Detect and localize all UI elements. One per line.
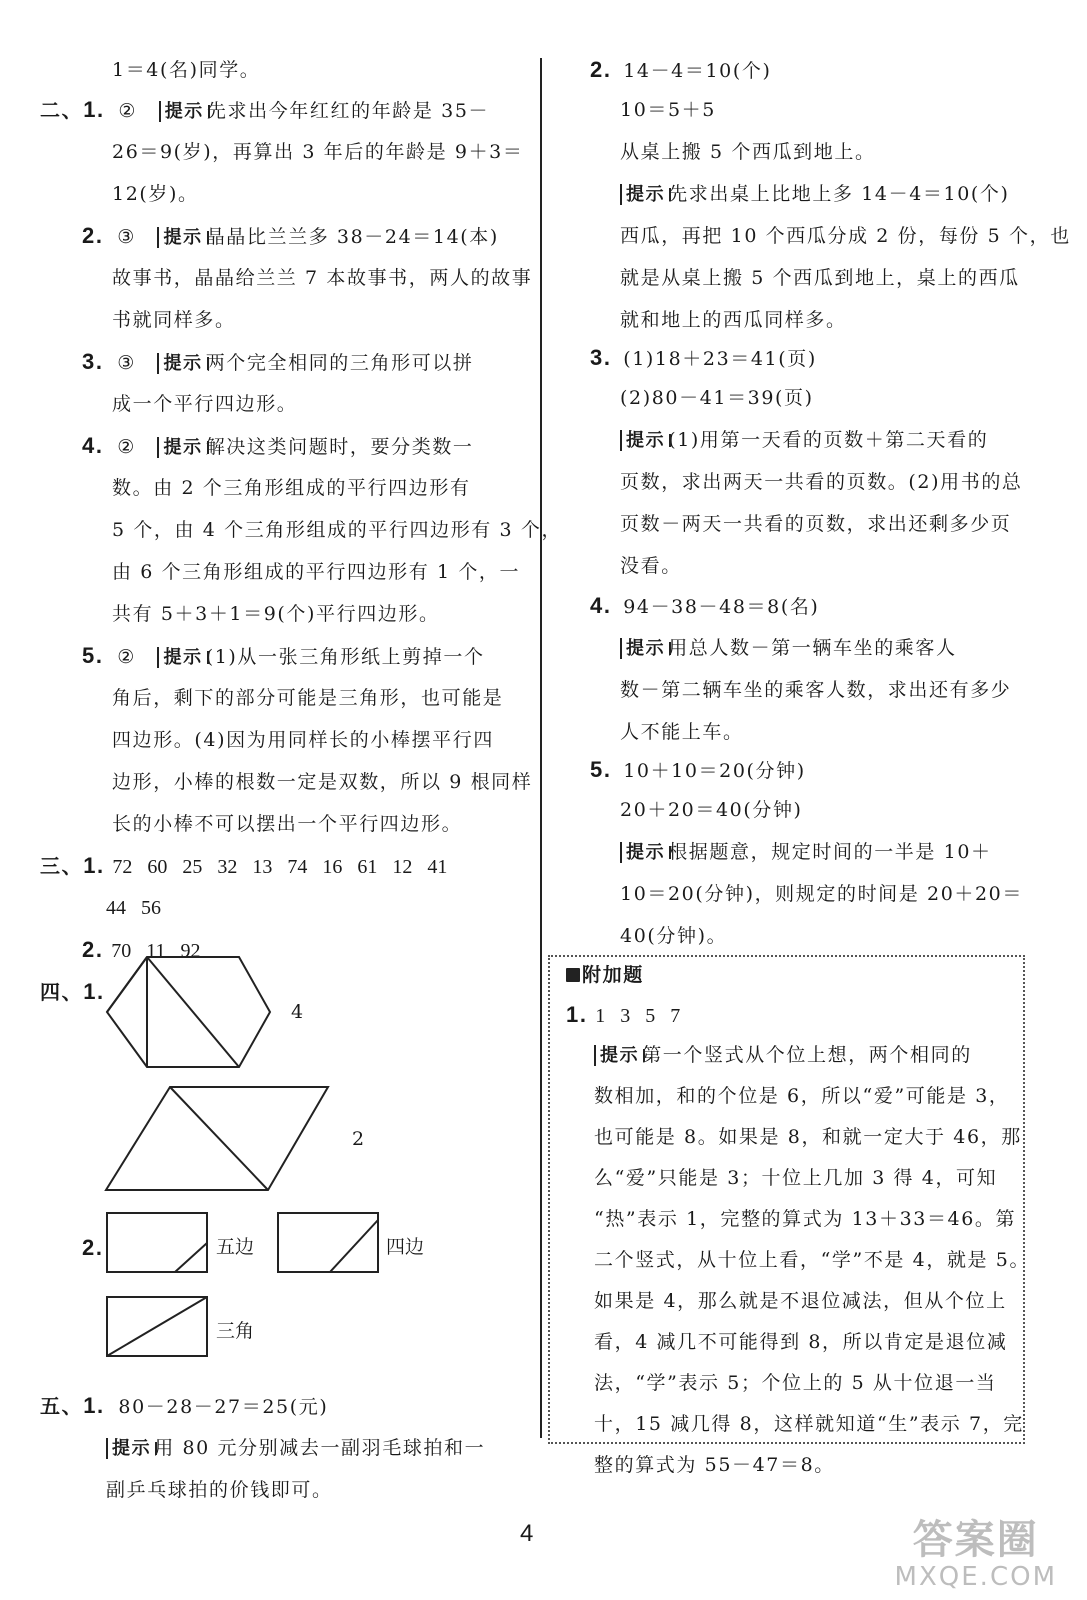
text-line: 用 80 元分别减去一副羽毛球拍和一 bbox=[154, 1437, 486, 1459]
text-line: 先求出今年红红的年龄是 35－ bbox=[206, 100, 490, 122]
section-marker: 三、 bbox=[40, 854, 84, 878]
text-line: 没看。 bbox=[620, 555, 682, 577]
text-line: 也可能是 8。如果是 8，和就一定大于 46，那 bbox=[594, 1126, 1022, 1148]
answer-values: 72 60 25 32 13 74 16 61 12 41 bbox=[112, 856, 448, 878]
text-line: 四边形。(4)因为用同样长的小棒摆平行四 bbox=[112, 729, 494, 751]
question-number: 2. bbox=[82, 937, 104, 962]
diagonal-line bbox=[107, 957, 147, 1012]
watermark-url: MXQE.COM bbox=[894, 1562, 1057, 1592]
answer-choice: ③ bbox=[117, 352, 136, 374]
text-line: 5 个，由 4 个三角形组成的平行四边形有 3 个， bbox=[112, 519, 563, 541]
text-line: 西瓜，再把 10 个西瓜分成 2 份，每份 5 个，也 bbox=[620, 225, 1071, 247]
text-line: 如果是 4，那么就是不退位减法，但从个位上 bbox=[594, 1290, 1007, 1312]
hint-line bbox=[594, 1035, 972, 1076]
text-line: 12(岁)。 bbox=[112, 183, 199, 205]
answer-q2 bbox=[590, 50, 771, 91]
text-line: 解决这类问题时，要分类数一 bbox=[205, 436, 474, 458]
hint-tag: 提示 bbox=[620, 638, 668, 659]
text-line: 副乒乓球拍的价钱即可。 bbox=[106, 1479, 333, 1501]
section-marker: 五、 bbox=[40, 1394, 84, 1418]
hexagon-shape bbox=[107, 957, 270, 1067]
text-line: 整的算式为 55－47＝8。 bbox=[594, 1454, 835, 1476]
equation: 10＋10＝20(分钟) bbox=[623, 760, 806, 782]
question-number: 4. bbox=[82, 433, 104, 458]
hint-tag: 提示 bbox=[106, 1438, 154, 1459]
extra-title-text: 附加题 bbox=[582, 964, 644, 986]
diagonal-line bbox=[147, 957, 239, 1067]
bookmark-icon bbox=[566, 968, 580, 982]
question-number: 3. bbox=[82, 349, 104, 374]
extra-q1 bbox=[566, 995, 680, 1036]
text-line: 二个竖式，从十位上看，“学”不是 4，就是 5。 bbox=[594, 1249, 1031, 1271]
answer-choice: ③ bbox=[117, 226, 136, 248]
answer-choice: ② bbox=[117, 436, 136, 458]
text-line: 书就同样多。 bbox=[112, 309, 236, 331]
answer-choice: ② bbox=[117, 646, 136, 668]
question-number: 2. bbox=[82, 223, 104, 248]
hint-tag: 提示 bbox=[157, 647, 205, 668]
rectangle-shape bbox=[278, 1213, 378, 1272]
text-line: 数－第二辆车坐的乘客人数，求出还有多少 bbox=[620, 679, 1012, 701]
hint-tag: 提示 bbox=[157, 353, 205, 374]
section-marker: 二、 bbox=[40, 98, 84, 122]
question-number: 5. bbox=[82, 643, 104, 668]
text-line: “热”表示 1，完整的算式为 13＋33＝46。第 bbox=[594, 1208, 1017, 1230]
text-line: 用总人数－第一辆车坐的乘客人 bbox=[668, 637, 957, 659]
text-line: 么“爱”只能是 3；十位上几加 3 得 4，可知 bbox=[594, 1167, 998, 1189]
text-line: 先求出桌上比地上多 14－4＝10(个) bbox=[668, 183, 1010, 205]
text-line: 10＝20(分钟)，则规定的时间是 20＋20＝ bbox=[620, 883, 1023, 905]
text-line: 由 6 个三角形组成的平行四边形有 1 个，一 bbox=[112, 561, 521, 583]
text-line: 人不能上车。 bbox=[620, 721, 744, 743]
text-line: 根据题意，规定时间的一半是 10＋ bbox=[668, 841, 992, 863]
diagonal-line bbox=[170, 1087, 268, 1190]
figure-label: 2 bbox=[352, 1128, 365, 1150]
answer-q3 bbox=[590, 338, 817, 379]
text-line: 成一个平行四边形。 bbox=[112, 393, 298, 415]
question-number: 4. bbox=[590, 593, 612, 618]
extra-title bbox=[566, 955, 644, 995]
figure-label: 五边 bbox=[216, 1236, 255, 1258]
parallelogram-shape bbox=[106, 1087, 328, 1190]
question-number: 1. bbox=[83, 853, 105, 878]
hint-tag: 提示 bbox=[620, 184, 668, 205]
text-line: 边形，小棒的根数一定是双数，所以 9 根同样 bbox=[112, 771, 533, 793]
hint-tag: 提示 bbox=[620, 842, 668, 863]
question-number: 1. bbox=[566, 1002, 588, 1027]
question-number: 5. bbox=[590, 757, 612, 782]
question-number: 2. bbox=[82, 1235, 104, 1260]
hint-line bbox=[620, 174, 1010, 215]
cut-line bbox=[330, 1220, 378, 1272]
hint-line bbox=[620, 832, 992, 873]
equation: 94－38－48＝8(名) bbox=[623, 596, 820, 618]
equation: 80－28－27＝25(元) bbox=[118, 1396, 329, 1418]
text-line: 1＝4(名)同学。 bbox=[112, 59, 261, 81]
question-number: 3. bbox=[590, 345, 612, 370]
question-number: 2. bbox=[590, 57, 612, 82]
text-line: 两个完全相同的三角形可以拼 bbox=[205, 352, 474, 374]
text-line: 十，15 减几得 8，这样就知道“生”表示 7，完 bbox=[594, 1413, 1024, 1435]
text-line: 共有 5＋3＋1＝9(个)平行四边形。 bbox=[112, 603, 440, 625]
text-line: 页数，求出两天一共看的页数。(2)用书的总 bbox=[620, 471, 1023, 493]
text-line: 数相加，和的个位是 6，所以“爱”可能是 3， bbox=[594, 1085, 1010, 1107]
page-number: 4 bbox=[520, 1520, 534, 1547]
text-line: 就是从桌上搬 5 个西瓜到地上，桌上的西瓜 bbox=[620, 267, 1020, 289]
cut-line bbox=[107, 1297, 207, 1356]
figure-label: 4 bbox=[291, 1001, 304, 1023]
figure-label: 三角 bbox=[216, 1320, 255, 1342]
text-line: (1)用第一天看的页数＋第二天看的 bbox=[668, 429, 989, 451]
answer-values: 1 3 5 7 bbox=[595, 1005, 681, 1027]
text-line: 第一个竖式从个位上想，两个相同的 bbox=[642, 1044, 972, 1066]
section-marker: 四、 bbox=[40, 980, 84, 1004]
figure-label: 四边 bbox=[386, 1236, 425, 1258]
answer-q4 bbox=[590, 586, 819, 627]
text-line: 长的小棒不可以摆出一个平行四边形。 bbox=[112, 813, 463, 835]
answer-values: 44 56 bbox=[106, 897, 161, 919]
hint-tag: 提示 bbox=[157, 227, 205, 248]
text-line: 数。由 2 个三角形组成的平行四边形有 bbox=[112, 477, 471, 499]
text-line: 角后，剩下的部分可能是三角形，也可能是 bbox=[112, 687, 504, 709]
text-line: 法，“学”表示 5；个位上的 5 从十位退一当 bbox=[594, 1372, 997, 1394]
text-line: (1)从一张三角形纸上剪掉一个 bbox=[205, 646, 485, 668]
equation: (1)18＋23＝41(页) bbox=[623, 348, 817, 370]
text-line: 晶晶比兰兰多 38－24＝14(本) bbox=[205, 226, 499, 248]
question-number: 1. bbox=[83, 979, 105, 1004]
answer-values: 70 11 92 bbox=[111, 940, 201, 962]
hint-line bbox=[620, 420, 988, 461]
hint-line bbox=[620, 628, 957, 669]
watermark-text: 答案圈 bbox=[912, 1517, 1039, 1563]
cut-line bbox=[175, 1243, 207, 1272]
rectangle-shape bbox=[107, 1213, 207, 1272]
equation: 14－4＝10(个) bbox=[623, 60, 772, 82]
hint-tag: 提示 bbox=[159, 101, 207, 122]
hint-tag: 提示 bbox=[620, 430, 668, 451]
answer-choice: ② bbox=[118, 100, 138, 122]
hint-tag: 提示 bbox=[157, 437, 205, 458]
text-line: 看，4 减几不可能得到 8，所以肯定是退位减 bbox=[594, 1331, 1008, 1353]
equation: 10＝5＋5 bbox=[620, 99, 716, 121]
text-line: 从桌上搬 5 个西瓜到地上。 bbox=[620, 141, 876, 163]
text-line: 40(分钟)。 bbox=[620, 925, 728, 947]
equation: 20＋20＝40(分钟) bbox=[620, 799, 803, 821]
text-line: 26＝9(岁)，再算出 3 年后的年龄是 9＋3＝ bbox=[112, 141, 524, 163]
hint-tag: 提示 bbox=[594, 1045, 642, 1066]
answer-q5 bbox=[590, 750, 806, 791]
question-number: 1. bbox=[83, 1393, 105, 1418]
equation: (2)80－41＝39(页) bbox=[620, 387, 814, 409]
text-line: 就和地上的西瓜同样多。 bbox=[620, 309, 847, 331]
text-line: 页数－两天一共看的页数，求出还剩多少页 bbox=[620, 513, 1012, 535]
text-line: 故事书，晶晶给兰兰 7 本故事书，两人的故事 bbox=[112, 267, 533, 289]
question-number: 1. bbox=[83, 97, 105, 122]
watermark-logo bbox=[895, 1518, 1057, 1592]
